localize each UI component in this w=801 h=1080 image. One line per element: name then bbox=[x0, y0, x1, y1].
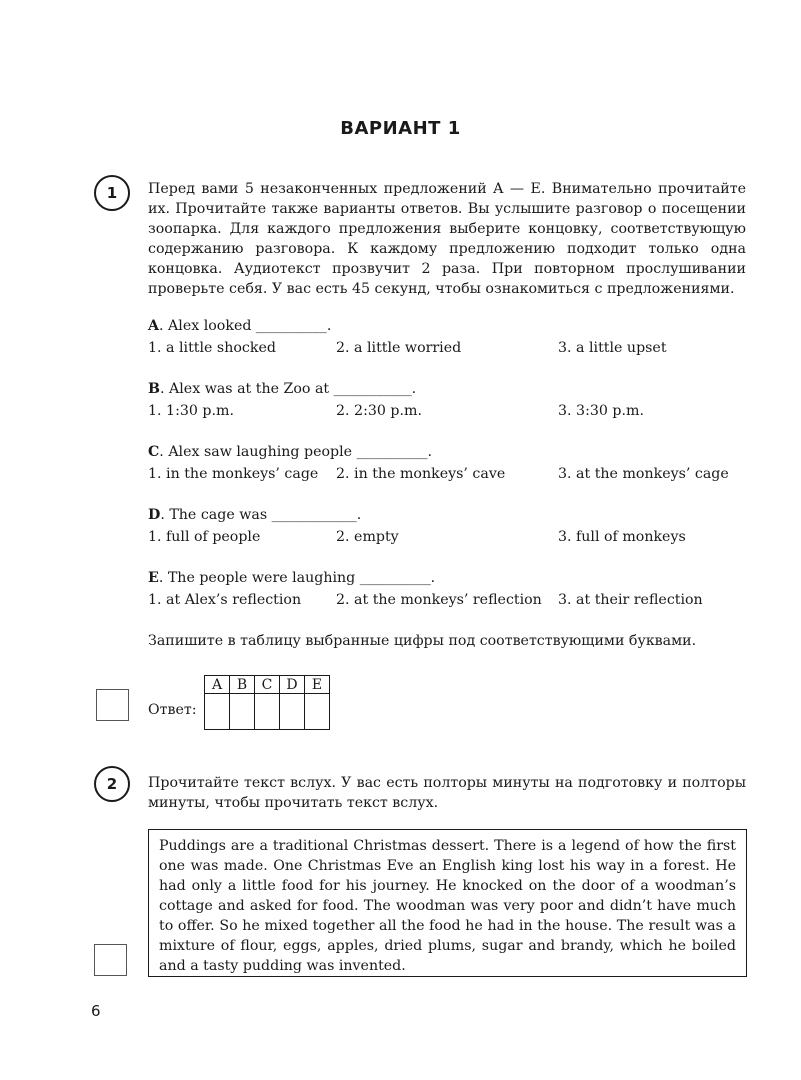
question-B bbox=[148, 381, 748, 425]
option-1: 1. full of people bbox=[148, 529, 261, 545]
answer-table bbox=[204, 675, 330, 730]
reading-passage: Puddings are a traditional Christmas dessert. There is a legend of how the first one was made. One Christmas Eve an English king lost his way in a forest. He had only a little food for his journey. He knocked on the door of a woodman’s cottage and asked for food. The woodman was very poor and didn’t have much to offer. So he mixed together all the food he had in the house. The result was a mixture of flour, eggs, apples, dried plums, sugar and brandy, which he boiled and a tasty pudding was invented. bbox=[148, 829, 747, 977]
page-title: ВАРИАНТ 1 bbox=[340, 118, 461, 139]
answer-table-header bbox=[205, 676, 330, 694]
question-letter: D bbox=[148, 507, 161, 523]
option-2: 2. at the monkeys’ reflection bbox=[336, 592, 542, 608]
score-box bbox=[96, 689, 129, 721]
table-instruction: Запишите в таблицу выбранные цифры под соответствующими буквами. bbox=[148, 633, 697, 649]
task-number-badge: 2 bbox=[94, 766, 130, 802]
question-stem: . Alex looked __________. bbox=[159, 318, 332, 334]
answer-col-header: B bbox=[230, 676, 255, 694]
question-stem: . Alex was at the Zoo at ___________. bbox=[160, 381, 417, 397]
answer-cell-C[interactable] bbox=[255, 694, 280, 730]
answer-label: Ответ: bbox=[148, 702, 197, 718]
question-letter: A bbox=[148, 318, 160, 334]
answer-col-header: A bbox=[205, 676, 230, 694]
option-3: 3. a little upset bbox=[558, 340, 667, 356]
option-3: 3. at their reflection bbox=[558, 592, 703, 608]
option-2: 2. in the monkeys’ cave bbox=[336, 466, 506, 482]
score-box bbox=[94, 944, 127, 976]
option-3: 3. full of monkeys bbox=[558, 529, 686, 545]
question-stem: . Alex saw laughing people __________. bbox=[159, 444, 433, 460]
task-number-badge: 1 bbox=[94, 175, 130, 211]
answer-input-row bbox=[205, 694, 330, 730]
option-2: 2. 2:30 p.m. bbox=[336, 403, 422, 419]
answer-cell-D[interactable] bbox=[280, 694, 305, 730]
question-letter: C bbox=[148, 444, 160, 460]
answer-col-header: D bbox=[280, 676, 305, 694]
task2-instruction: Прочитайте текст вслух. У вас есть полторы минуты на подготовку и полторы минуты, чтобы прочитать текст вслух. bbox=[148, 775, 746, 811]
option-2: 2. empty bbox=[336, 529, 399, 545]
option-3: 3. 3:30 p.m. bbox=[558, 403, 644, 419]
option-1: 1. a little shocked bbox=[148, 340, 276, 356]
question-letter: B bbox=[148, 381, 160, 397]
answer-cell-E[interactable] bbox=[305, 694, 330, 730]
option-3: 3. at the monkeys’ cage bbox=[558, 466, 729, 482]
question-stem: . The cage was ____________. bbox=[160, 507, 362, 523]
page-number: 6 bbox=[91, 1002, 101, 1020]
option-1: 1. 1:30 p.m. bbox=[148, 403, 234, 419]
question-D bbox=[148, 507, 748, 551]
question-E bbox=[148, 570, 748, 614]
answer-cell-A[interactable] bbox=[205, 694, 230, 730]
question-letter: E bbox=[148, 570, 159, 586]
question-A bbox=[148, 318, 748, 362]
option-2: 2. a little worried bbox=[336, 340, 462, 356]
answer-col-header: E bbox=[305, 676, 330, 694]
option-1: 1. at Alex’s reflection bbox=[148, 592, 302, 608]
question-C bbox=[148, 444, 748, 488]
option-1: 1. in the monkeys’ cage bbox=[148, 466, 319, 482]
task1-instruction: Перед вами 5 незаконченных предложений A — E. Внимательно прочитайте их. Прочитайте также варианты ответов. Вы услышите разговор о посещении зоопарка. Для каждого предложения выберите концовку, соответствующую содержанию разговора. К каждому предложению подходит только одна концовка. Аудиотекст прозвучит 2 раза. При повторном прослушивании проверьте себя. У вас есть 45 секунд, чтобы ознакомиться с предложениями. bbox=[148, 181, 746, 297]
question-stem: . The people were laughing __________. bbox=[158, 570, 436, 586]
answer-cell-B[interactable] bbox=[230, 694, 255, 730]
answer-col-header: C bbox=[255, 676, 280, 694]
